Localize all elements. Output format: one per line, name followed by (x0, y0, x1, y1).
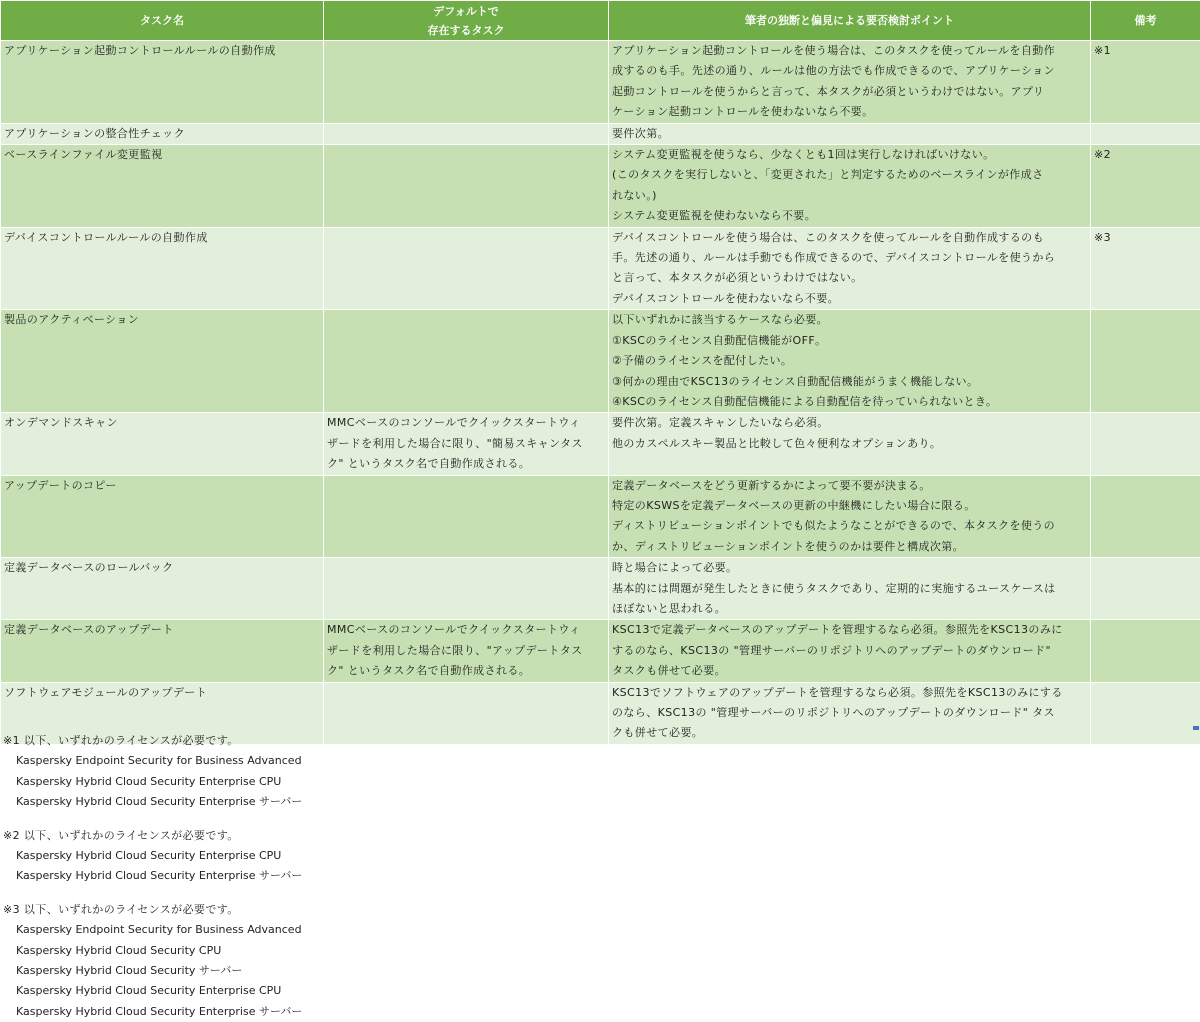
table-row (1, 41, 1200, 124)
cell-points[interactable]: デバイスコントロールを使う場合は、このタスクを使ってルールを自動作成するのも 手。先述の通り、ルールは手動でも作成できるので、デバイスコントロールを使うから と言って、本タスクが必須というわけではない。 デバイスコントロールを使わないなら不要。 (609, 227, 1091, 310)
cell-default[interactable] (324, 558, 609, 620)
table-row (1, 475, 1200, 558)
cell-task[interactable]: ソフトウェアモジュールのアップデート (1, 682, 324, 744)
table-row (1, 123, 1200, 144)
footnote-heading: ※2 以下、いずれかのライセンスが必要です。 (0, 826, 600, 846)
license-item: Kaspersky Hybrid Cloud Security サーバー (0, 961, 600, 981)
table-row (1, 310, 1200, 413)
license-item: Kaspersky Hybrid Cloud Security Enterprise CPU (0, 846, 600, 866)
cell-default[interactable] (324, 227, 609, 310)
cell-note[interactable] (1091, 682, 1200, 744)
footnote-2 (0, 826, 600, 887)
cell-points[interactable]: 定義データベースをどう更新するかによって要不要が決まる。 特定のKSWSを定義データベースの更新の中継機にしたい場合に限る。 ディストリビューションポイントでも似たようなことができるので、本タスクを使うの か、ディストリビューションポイントを使うのかは要件と構成次第。 (609, 475, 1091, 558)
cell-points[interactable]: システム変更監視を使うなら、少なくとも1回は実行しなければいけない。 (このタスクを実行しないと、「変更された」と判定するためのベースラインが作成さ れない。) システム変更監視を使わないなら不要。 (609, 145, 1091, 228)
table-row (1, 620, 1200, 682)
license-item: Kaspersky Hybrid Cloud Security Enterprise CPU (0, 981, 600, 1001)
cell-note[interactable] (1091, 475, 1200, 558)
cell-note[interactable]: ※3 (1091, 227, 1200, 310)
license-item: Kaspersky Hybrid Cloud Security Enterprise サーバー (0, 792, 600, 812)
cell-points[interactable]: KSC13でソフトウェアのアップデートを管理するなら必須。参照先をKSC13のみにする のなら、KSC13の "管理サーバーのリポジトリへのアップデートのダウンロード" タス クも併せて必要。 (609, 682, 1091, 744)
header-task-name[interactable]: タスク名 (1, 1, 324, 41)
cell-note[interactable] (1091, 558, 1200, 620)
table-row (1, 145, 1200, 228)
cell-points[interactable]: KSC13で定義データベースのアップデートを管理するなら必須。参照先をKSC13のみに するのなら、KSC13の "管理サーバーのリポジトリへのアップデートのダウンロード" タスクも併せて必要。 (609, 620, 1091, 682)
cell-points[interactable]: 以下いずれかに該当するケースなら必要。 ①KSCのライセンス自動配信機能がOFF。 ②予備のライセンスを配付したい。 ③何かの理由でKSC13のライセンス自動配信機能がうまく機能しない。 ④KSCのライセンス自動配信機能による自動配信を待っていられないとき。 (609, 310, 1091, 413)
cell-points[interactable]: 要件次第。定義スキャンしたいなら必須。 他のカスペルスキー製品と比較して色々便利なオプションあり。 (609, 413, 1091, 475)
cell-points[interactable]: 要件次第。 (609, 123, 1091, 144)
header-points[interactable]: 筆者の独断と偏見による要否検討ポイント (609, 1, 1091, 41)
cell-note[interactable] (1091, 310, 1200, 413)
cell-points[interactable]: 時と場合によって必要。 基本的には問題が発生したときに使うタスクであり、定期的に実施するユースケースは ほぼないと思われる。 (609, 558, 1091, 620)
cell-note[interactable] (1091, 123, 1200, 144)
cell-task[interactable]: 定義データベースのアップデート (1, 620, 324, 682)
footnote-heading: ※1 以下、いずれかのライセンスが必要です。 (0, 731, 600, 751)
footnote-3 (0, 900, 600, 1022)
footnote-1 (0, 731, 600, 813)
cell-note[interactable] (1091, 413, 1200, 475)
table-row (1, 558, 1200, 620)
cell-note[interactable]: ※2 (1091, 145, 1200, 228)
footnotes (0, 731, 600, 1022)
table-row (1, 413, 1200, 475)
cell-default[interactable]: MMCベースのコンソールでクイックスタートウィ ザードを利用した場合に限り、"簡易スキャンタス ク" というタスク名で自動作成される。 (324, 413, 609, 475)
cell-default[interactable] (324, 310, 609, 413)
header-row (1, 1, 1200, 41)
license-item: Kaspersky Hybrid Cloud Security CPU (0, 941, 600, 961)
header-note[interactable]: 備考 (1091, 1, 1200, 41)
cell-default[interactable] (324, 145, 609, 228)
cell-task[interactable]: オンデマンドスキャン (1, 413, 324, 475)
license-item: Kaspersky Endpoint Security for Business Advanced (0, 920, 600, 940)
cell-default[interactable]: MMCベースのコンソールでクイックスタートウィ ザードを利用した場合に限り、"アップデートタス ク" というタスク名で自動作成される。 (324, 620, 609, 682)
cell-default[interactable] (324, 475, 609, 558)
footnote-spacer (0, 887, 600, 900)
cell-points[interactable]: アプリケーション起動コントロールを使う場合は、このタスクを使ってルールを自動作 成するのも手。先述の通り、ルールは他の方法でも作成できるので、アプリケーション 起動コントロールを使うからと言って、本タスクが必須というわけではない。アプリ ケーション起動コントロールを使わないなら不要。 (609, 41, 1091, 124)
license-item: Kaspersky Endpoint Security for Business Advanced (0, 751, 600, 771)
cell-note[interactable]: ※1 (1091, 41, 1200, 124)
footnote-spacer (0, 813, 600, 826)
cell-task[interactable]: 定義データベースのロールバック (1, 558, 324, 620)
footnote-heading: ※3 以下、いずれかのライセンスが必要です。 (0, 900, 600, 920)
license-item: Kaspersky Hybrid Cloud Security Enterprise CPU (0, 772, 600, 792)
cell-task[interactable]: アプリケーション起動コントロールルールの自動作成 (1, 41, 324, 124)
table-row (1, 227, 1200, 310)
license-item: Kaspersky Hybrid Cloud Security Enterprise サーバー (0, 1002, 600, 1022)
cell-default[interactable] (324, 41, 609, 124)
cell-default[interactable] (324, 123, 609, 144)
cell-task[interactable]: アップデートのコピー (1, 475, 324, 558)
license-item: Kaspersky Hybrid Cloud Security Enterprise サーバー (0, 866, 600, 886)
header-default-task[interactable]: デフォルトで 存在するタスク (324, 1, 609, 41)
cell-task[interactable]: アプリケーションの整合性チェック (1, 123, 324, 144)
cell-task[interactable]: ベースラインファイル変更監視 (1, 145, 324, 228)
resize-handle-icon[interactable] (1193, 726, 1199, 730)
cell-note[interactable] (1091, 620, 1200, 682)
cell-task[interactable]: デバイスコントロールルールの自動作成 (1, 227, 324, 310)
cell-task[interactable]: 製品のアクティベーション (1, 310, 324, 413)
